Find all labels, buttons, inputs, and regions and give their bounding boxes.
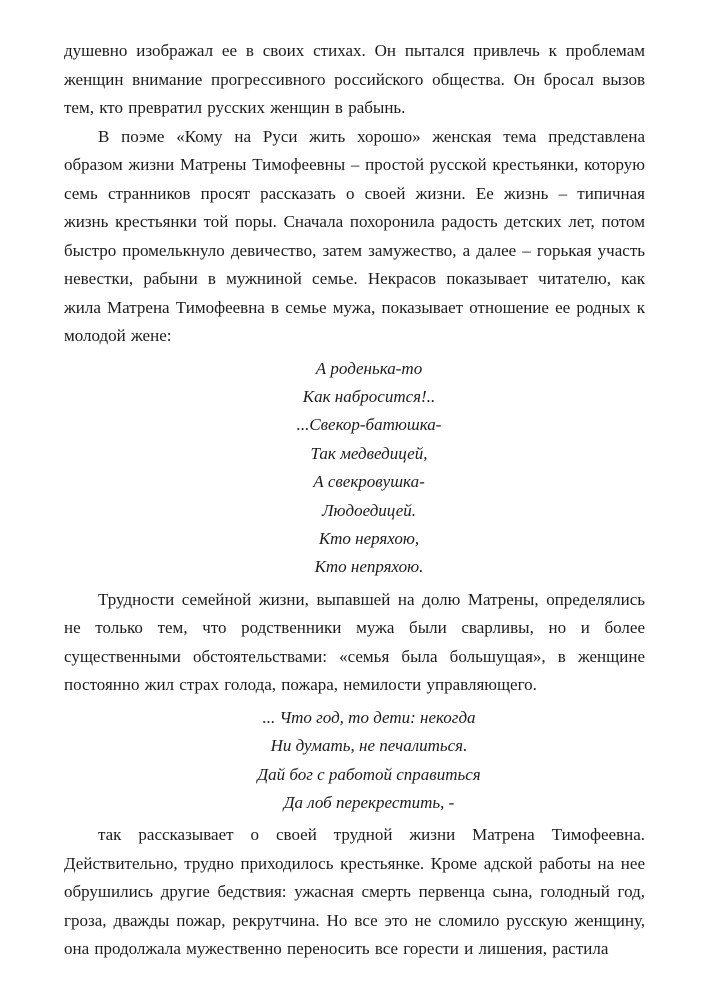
verse-line: Ни думать, не печалиться.	[270, 736, 468, 756]
verse-line: ...Свекор-батюшка-	[296, 415, 442, 435]
verse-quote-block	[64, 704, 645, 818]
document-body	[64, 37, 645, 964]
verse-quote-block	[64, 355, 645, 582]
verse-line: А свекровушка-	[313, 472, 425, 492]
body-paragraph: так рассказывает о своей трудной жизни Матрена Тимофеевна. Действительно, трудно приходилось крестьянке. Кроме адской работы на нее обрушились другие бедствия: ужасная смерть первенца сына, голодный год, гроза, дважды пожар, рекрутчина. Но все это не сломило русскую женщину, она продолжала мужественно переносить все горести и лишения, растила	[64, 825, 645, 959]
verse-line: А роденька-то	[315, 358, 423, 378]
body-paragraph: Трудности семейной жизни, выпавшей на долю Матрены, определялись не только тем, что родственники мужа были сварливы, но и более существенными обстоятельствами: «семья была большущая», в женщине постоянно жил страх голода, пожара, немилости управляющего.	[64, 589, 645, 695]
body-paragraph: душевно изображал ее в своих стихах. Он пытался привлечь к проблемам женщин внимание прогрессивного российского общества. Он бросал вызов тем, кто превратил русских женщин в рабынь.	[64, 41, 645, 117]
verse-line: Как набросится!..	[302, 386, 436, 406]
verse-line: Да лоб перекрестить, -	[283, 792, 455, 812]
verse-line: Кто неряхою,	[318, 528, 420, 548]
verse-line: ... Что год, то дети: некогда	[262, 707, 476, 727]
verse-line: Людоедицей.	[321, 500, 417, 520]
verse-line: Кто непряхою.	[314, 557, 424, 577]
body-paragraph: В поэме «Кому на Руси жить хорошо» женская тема представлена образом жизни Матрены Тимофеевны – простой русской крестьянки, которую семь странников просят рассказать о своей жизни. Ее жизнь – типичная жизнь крестьянки той поры. Сначала похоронила радость детских лет, потом быстро промелькнуло девичество, затем замужество, а далее – горькая участь невестки, рабыни в мужниной семье. Некрасов показывает читателю, как жила Матрена Тимофеевна в семье мужа, показывает отношение ее родных к молодой жене:	[64, 126, 645, 345]
verse-line: Дай бог с работой справиться	[257, 764, 481, 784]
verse-line: Так медведицей,	[310, 443, 428, 463]
